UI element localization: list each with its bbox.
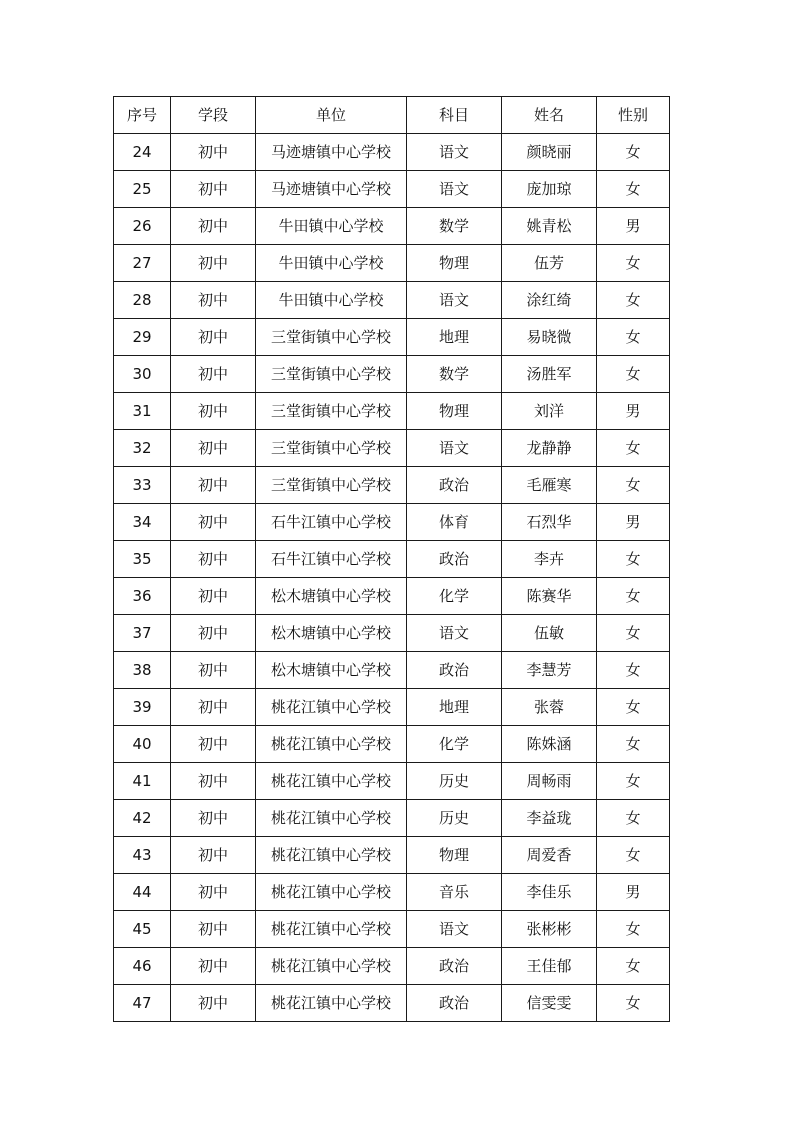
- table-row: [114, 208, 670, 245]
- cell-subject: 语文: [407, 615, 502, 652]
- cell-stage: 初中: [171, 726, 256, 763]
- cell-gender: 女: [597, 837, 670, 874]
- cell-stage: 初中: [171, 134, 256, 171]
- cell-seq: 45: [114, 911, 171, 948]
- cell-unit: 马迹塘镇中心学校: [256, 171, 407, 208]
- cell-subject: 政治: [407, 467, 502, 504]
- cell-unit: 松木塘镇中心学校: [256, 578, 407, 615]
- cell-subject: 语文: [407, 171, 502, 208]
- cell-stage: 初中: [171, 837, 256, 874]
- cell-stage: 初中: [171, 430, 256, 467]
- cell-gender: 女: [597, 171, 670, 208]
- cell-unit: 桃花江镇中心学校: [256, 911, 407, 948]
- cell-stage: 初中: [171, 393, 256, 430]
- table-row: [114, 504, 670, 541]
- table-row: [114, 282, 670, 319]
- cell-subject: 物理: [407, 245, 502, 282]
- cell-unit: 桃花江镇中心学校: [256, 985, 407, 1022]
- table-row: [114, 578, 670, 615]
- cell-unit: 石牛江镇中心学校: [256, 504, 407, 541]
- table-row: [114, 985, 670, 1022]
- cell-name: 颜晓丽: [502, 134, 597, 171]
- cell-stage: 初中: [171, 763, 256, 800]
- cell-gender: 女: [597, 541, 670, 578]
- cell-seq: 33: [114, 467, 171, 504]
- cell-subject: 音乐: [407, 874, 502, 911]
- cell-seq: 31: [114, 393, 171, 430]
- cell-subject: 物理: [407, 393, 502, 430]
- cell-name: 庞加琼: [502, 171, 597, 208]
- table-row: [114, 393, 670, 430]
- cell-unit: 松木塘镇中心学校: [256, 615, 407, 652]
- cell-subject: 语文: [407, 282, 502, 319]
- cell-subject: 语文: [407, 430, 502, 467]
- cell-unit: 三堂街镇中心学校: [256, 467, 407, 504]
- cell-unit: 三堂街镇中心学校: [256, 430, 407, 467]
- cell-seq: 44: [114, 874, 171, 911]
- cell-unit: 桃花江镇中心学校: [256, 689, 407, 726]
- document-page: [113, 96, 670, 1022]
- cell-seq: 42: [114, 800, 171, 837]
- cell-gender: 女: [597, 948, 670, 985]
- cell-unit: 牛田镇中心学校: [256, 282, 407, 319]
- cell-unit: 松木塘镇中心学校: [256, 652, 407, 689]
- roster-table: [113, 96, 670, 1022]
- cell-stage: 初中: [171, 800, 256, 837]
- cell-unit: 桃花江镇中心学校: [256, 763, 407, 800]
- cell-subject: 数学: [407, 208, 502, 245]
- table-row: [114, 615, 670, 652]
- cell-seq: 32: [114, 430, 171, 467]
- cell-name: 周畅雨: [502, 763, 597, 800]
- cell-unit: 牛田镇中心学校: [256, 245, 407, 282]
- cell-gender: 女: [597, 800, 670, 837]
- cell-subject: 政治: [407, 652, 502, 689]
- cell-subject: 体育: [407, 504, 502, 541]
- cell-unit: 桃花江镇中心学校: [256, 874, 407, 911]
- cell-name: 张蓉: [502, 689, 597, 726]
- cell-gender: 女: [597, 652, 670, 689]
- cell-stage: 初中: [171, 208, 256, 245]
- cell-subject: 化学: [407, 726, 502, 763]
- cell-unit: 桃花江镇中心学校: [256, 948, 407, 985]
- cell-unit: 牛田镇中心学校: [256, 208, 407, 245]
- cell-name: 刘洋: [502, 393, 597, 430]
- cell-seq: 34: [114, 504, 171, 541]
- header-unit: 单位: [256, 97, 407, 134]
- cell-name: 陈姝涵: [502, 726, 597, 763]
- table-row: [114, 356, 670, 393]
- cell-name: 李益珑: [502, 800, 597, 837]
- cell-gender: 男: [597, 504, 670, 541]
- cell-name: 龙静静: [502, 430, 597, 467]
- cell-stage: 初中: [171, 356, 256, 393]
- header-gender: 性别: [597, 97, 670, 134]
- cell-stage: 初中: [171, 578, 256, 615]
- cell-unit: 三堂街镇中心学校: [256, 393, 407, 430]
- cell-gender: 女: [597, 615, 670, 652]
- header-name: 姓名: [502, 97, 597, 134]
- cell-gender: 女: [597, 763, 670, 800]
- cell-seq: 37: [114, 615, 171, 652]
- cell-gender: 男: [597, 874, 670, 911]
- cell-unit: 三堂街镇中心学校: [256, 319, 407, 356]
- table-row: [114, 467, 670, 504]
- cell-name: 王佳郁: [502, 948, 597, 985]
- cell-seq: 30: [114, 356, 171, 393]
- cell-subject: 政治: [407, 541, 502, 578]
- table-row: [114, 430, 670, 467]
- cell-seq: 29: [114, 319, 171, 356]
- cell-subject: 物理: [407, 837, 502, 874]
- cell-gender: 男: [597, 208, 670, 245]
- cell-gender: 女: [597, 319, 670, 356]
- cell-name: 周爱香: [502, 837, 597, 874]
- cell-name: 伍芳: [502, 245, 597, 282]
- cell-seq: 46: [114, 948, 171, 985]
- cell-subject: 历史: [407, 763, 502, 800]
- cell-name: 毛雁寒: [502, 467, 597, 504]
- cell-subject: 政治: [407, 948, 502, 985]
- cell-seq: 36: [114, 578, 171, 615]
- cell-gender: 女: [597, 911, 670, 948]
- cell-seq: 35: [114, 541, 171, 578]
- table-body: [114, 134, 670, 1022]
- cell-subject: 地理: [407, 689, 502, 726]
- header-stage: 学段: [171, 97, 256, 134]
- cell-stage: 初中: [171, 319, 256, 356]
- cell-seq: 24: [114, 134, 171, 171]
- header-subject: 科目: [407, 97, 502, 134]
- cell-stage: 初中: [171, 541, 256, 578]
- table-row: [114, 837, 670, 874]
- table-row: [114, 763, 670, 800]
- cell-name: 张彬彬: [502, 911, 597, 948]
- cell-gender: 女: [597, 356, 670, 393]
- cell-seq: 39: [114, 689, 171, 726]
- cell-seq: 25: [114, 171, 171, 208]
- table-row: [114, 652, 670, 689]
- cell-name: 李卉: [502, 541, 597, 578]
- cell-subject: 化学: [407, 578, 502, 615]
- cell-subject: 政治: [407, 985, 502, 1022]
- cell-seq: 43: [114, 837, 171, 874]
- cell-stage: 初中: [171, 911, 256, 948]
- cell-name: 涂红绮: [502, 282, 597, 319]
- cell-unit: 桃花江镇中心学校: [256, 800, 407, 837]
- table-row: [114, 800, 670, 837]
- table-row: [114, 541, 670, 578]
- cell-stage: 初中: [171, 652, 256, 689]
- cell-gender: 女: [597, 430, 670, 467]
- table-row: [114, 245, 670, 282]
- cell-stage: 初中: [171, 948, 256, 985]
- cell-subject: 语文: [407, 134, 502, 171]
- cell-stage: 初中: [171, 282, 256, 319]
- cell-subject: 地理: [407, 319, 502, 356]
- table-row: [114, 171, 670, 208]
- cell-seq: 28: [114, 282, 171, 319]
- cell-stage: 初中: [171, 689, 256, 726]
- cell-unit: 马迹塘镇中心学校: [256, 134, 407, 171]
- table-row: [114, 319, 670, 356]
- cell-name: 易晓微: [502, 319, 597, 356]
- cell-unit: 桃花江镇中心学校: [256, 837, 407, 874]
- cell-subject: 数学: [407, 356, 502, 393]
- cell-subject: 历史: [407, 800, 502, 837]
- table-row: [114, 689, 670, 726]
- cell-stage: 初中: [171, 504, 256, 541]
- cell-seq: 40: [114, 726, 171, 763]
- cell-seq: 27: [114, 245, 171, 282]
- cell-stage: 初中: [171, 245, 256, 282]
- cell-name: 姚青松: [502, 208, 597, 245]
- cell-name: 陈赛华: [502, 578, 597, 615]
- cell-unit: 石牛江镇中心学校: [256, 541, 407, 578]
- table-row: [114, 726, 670, 763]
- cell-stage: 初中: [171, 171, 256, 208]
- cell-name: 李慧芳: [502, 652, 597, 689]
- header-row: [114, 97, 670, 134]
- cell-gender: 女: [597, 726, 670, 763]
- cell-gender: 女: [597, 578, 670, 615]
- cell-seq: 38: [114, 652, 171, 689]
- cell-stage: 初中: [171, 467, 256, 504]
- cell-seq: 47: [114, 985, 171, 1022]
- cell-seq: 41: [114, 763, 171, 800]
- cell-gender: 女: [597, 134, 670, 171]
- cell-name: 汤胜军: [502, 356, 597, 393]
- cell-name: 信雯雯: [502, 985, 597, 1022]
- cell-gender: 男: [597, 393, 670, 430]
- table-row: [114, 874, 670, 911]
- header-seq: 序号: [114, 97, 171, 134]
- cell-stage: 初中: [171, 985, 256, 1022]
- table-row: [114, 134, 670, 171]
- cell-seq: 26: [114, 208, 171, 245]
- cell-name: 李佳乐: [502, 874, 597, 911]
- cell-gender: 女: [597, 689, 670, 726]
- cell-unit: 三堂街镇中心学校: [256, 356, 407, 393]
- cell-name: 石烈华: [502, 504, 597, 541]
- table-row: [114, 911, 670, 948]
- cell-name: 伍敏: [502, 615, 597, 652]
- cell-stage: 初中: [171, 615, 256, 652]
- cell-gender: 女: [597, 245, 670, 282]
- cell-stage: 初中: [171, 874, 256, 911]
- cell-gender: 女: [597, 282, 670, 319]
- cell-subject: 语文: [407, 911, 502, 948]
- cell-gender: 女: [597, 985, 670, 1022]
- cell-gender: 女: [597, 467, 670, 504]
- cell-unit: 桃花江镇中心学校: [256, 726, 407, 763]
- table-row: [114, 948, 670, 985]
